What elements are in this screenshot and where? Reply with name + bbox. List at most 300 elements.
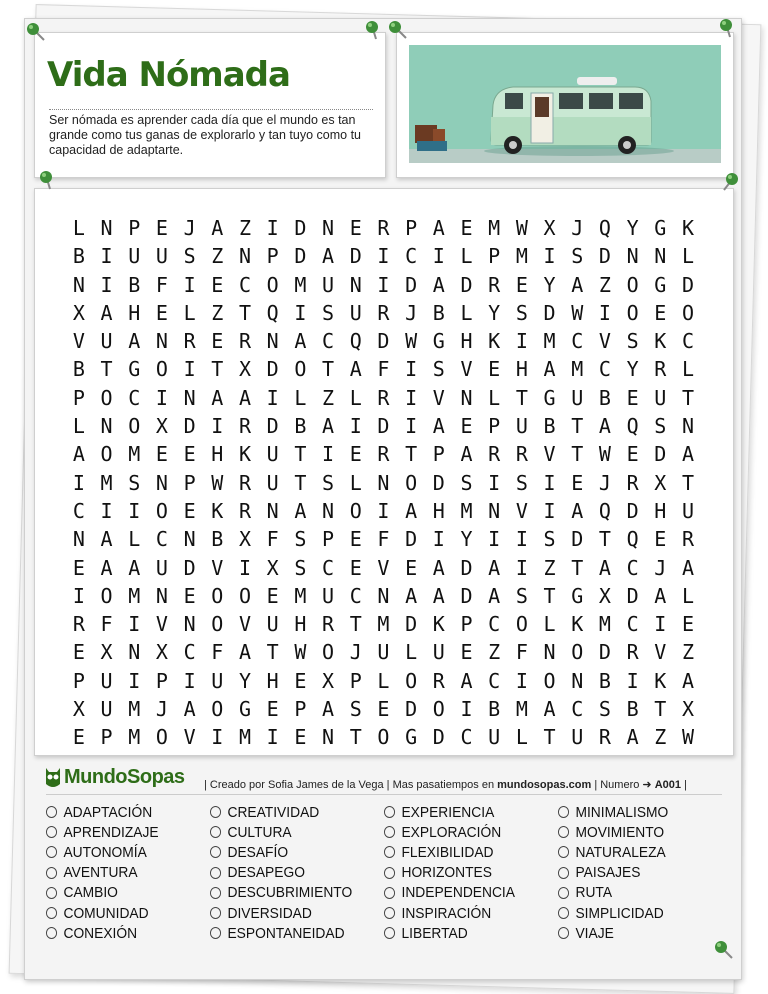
- grid-letter[interactable]: N: [155, 470, 168, 495]
- grid-letter[interactable]: N: [488, 498, 501, 523]
- grid-letter[interactable]: O: [100, 583, 113, 608]
- grid-letter[interactable]: A: [460, 668, 473, 693]
- grid-letter[interactable]: V: [155, 612, 168, 637]
- grid-letter[interactable]: N: [100, 414, 113, 439]
- grid-letter[interactable]: J: [155, 697, 168, 722]
- grid-letter[interactable]: N: [155, 329, 168, 354]
- grid-letter[interactable]: D: [432, 470, 445, 495]
- grid-letter[interactable]: G: [238, 697, 251, 722]
- grid-letter[interactable]: I: [432, 527, 445, 552]
- grid-letter[interactable]: E: [654, 527, 667, 552]
- grid-letter[interactable]: U: [211, 668, 224, 693]
- grid-letter[interactable]: I: [349, 414, 362, 439]
- grid-letter[interactable]: A: [322, 414, 335, 439]
- grid-letter[interactable]: C: [626, 612, 639, 637]
- grid-letter[interactable]: R: [377, 300, 390, 325]
- grid-letter[interactable]: T: [681, 385, 694, 410]
- grid-letter[interactable]: N: [654, 244, 667, 269]
- grid-letter[interactable]: I: [515, 329, 528, 354]
- grid-letter[interactable]: U: [266, 612, 279, 637]
- word-list-item[interactable]: [558, 863, 668, 883]
- grid-letter[interactable]: A: [598, 555, 611, 580]
- word-list-item[interactable]: [384, 842, 515, 862]
- grid-letter[interactable]: M: [128, 725, 141, 750]
- grid-letter[interactable]: I: [405, 385, 418, 410]
- grid-letter[interactable]: Z: [238, 216, 251, 240]
- grid-letter[interactable]: N: [460, 385, 473, 410]
- grid-letter[interactable]: P: [405, 216, 418, 240]
- checkbox-circle-icon[interactable]: [46, 887, 57, 899]
- word-list-item[interactable]: [384, 863, 515, 883]
- grid-letter[interactable]: A: [488, 555, 501, 580]
- grid-letter[interactable]: B: [432, 300, 445, 325]
- grid-letter[interactable]: U: [681, 498, 694, 523]
- grid-letter[interactable]: D: [626, 498, 639, 523]
- word-list-item[interactable]: [46, 842, 159, 862]
- grid-letter[interactable]: U: [349, 300, 362, 325]
- grid-letter[interactable]: A: [238, 640, 251, 665]
- grid-letter[interactable]: P: [266, 244, 279, 269]
- grid-letter[interactable]: A: [294, 498, 307, 523]
- grid-letter[interactable]: O: [155, 357, 168, 382]
- grid-letter[interactable]: T: [100, 357, 113, 382]
- checkbox-circle-icon[interactable]: [46, 826, 57, 838]
- word-list-item[interactable]: [210, 903, 352, 923]
- grid-letter[interactable]: S: [543, 527, 556, 552]
- word-list-item[interactable]: [46, 903, 159, 923]
- grid-letter[interactable]: E: [460, 414, 473, 439]
- grid-letter[interactable]: M: [100, 470, 113, 495]
- grid-letter[interactable]: C: [598, 357, 611, 382]
- grid-letter[interactable]: M: [488, 216, 501, 240]
- grid-letter[interactable]: N: [626, 244, 639, 269]
- grid-letter[interactable]: I: [266, 385, 279, 410]
- grid-letter[interactable]: Z: [654, 725, 667, 750]
- grid-letter[interactable]: L: [515, 725, 528, 750]
- grid-letter[interactable]: I: [515, 555, 528, 580]
- grid-letter[interactable]: N: [681, 414, 694, 439]
- grid-letter[interactable]: F: [155, 272, 168, 297]
- grid-letter[interactable]: A: [322, 697, 335, 722]
- grid-letter[interactable]: T: [211, 357, 224, 382]
- grid-letter[interactable]: F: [377, 527, 390, 552]
- grid-letter[interactable]: O: [266, 272, 279, 297]
- grid-letter[interactable]: R: [238, 498, 251, 523]
- grid-letter[interactable]: X: [100, 640, 113, 665]
- grid-letter[interactable]: I: [128, 668, 141, 693]
- grid-letter[interactable]: A: [460, 442, 473, 467]
- word-list-item[interactable]: [210, 923, 352, 943]
- grid-letter[interactable]: U: [266, 470, 279, 495]
- grid-letter[interactable]: O: [238, 583, 251, 608]
- grid-letter[interactable]: C: [488, 612, 501, 637]
- checkbox-circle-icon[interactable]: [384, 907, 395, 919]
- grid-letter[interactable]: L: [681, 583, 694, 608]
- grid-letter[interactable]: T: [543, 583, 556, 608]
- grid-letter[interactable]: M: [460, 498, 473, 523]
- grid-letter[interactable]: P: [128, 216, 141, 240]
- grid-letter[interactable]: G: [432, 329, 445, 354]
- grid-letter[interactable]: N: [571, 668, 584, 693]
- grid-letter[interactable]: A: [432, 555, 445, 580]
- grid-letter[interactable]: I: [515, 527, 528, 552]
- grid-letter[interactable]: A: [681, 668, 694, 693]
- grid-letter[interactable]: D: [654, 442, 667, 467]
- grid-letter[interactable]: O: [100, 385, 113, 410]
- grid-letter[interactable]: H: [211, 442, 224, 467]
- word-list-item[interactable]: [558, 842, 668, 862]
- grid-letter[interactable]: O: [377, 725, 390, 750]
- grid-letter[interactable]: O: [211, 612, 224, 637]
- checkbox-circle-icon[interactable]: [210, 867, 221, 879]
- grid-letter[interactable]: I: [100, 272, 113, 297]
- checkbox-circle-icon[interactable]: [384, 887, 395, 899]
- grid-letter[interactable]: E: [626, 442, 639, 467]
- grid-letter[interactable]: V: [515, 498, 528, 523]
- grid-letter[interactable]: V: [543, 442, 556, 467]
- grid-letter[interactable]: E: [155, 442, 168, 467]
- grid-letter[interactable]: U: [100, 668, 113, 693]
- word-list-item[interactable]: [210, 842, 352, 862]
- grid-letter[interactable]: S: [598, 697, 611, 722]
- grid-letter[interactable]: L: [681, 244, 694, 269]
- grid-letter[interactable]: C: [460, 725, 473, 750]
- grid-letter[interactable]: I: [72, 583, 85, 608]
- grid-letter[interactable]: E: [349, 527, 362, 552]
- grid-letter[interactable]: J: [598, 470, 611, 495]
- grid-letter[interactable]: I: [266, 725, 279, 750]
- grid-letter[interactable]: L: [128, 527, 141, 552]
- grid-letter[interactable]: N: [349, 272, 362, 297]
- grid-letter[interactable]: T: [294, 442, 307, 467]
- grid-letter[interactable]: L: [460, 244, 473, 269]
- grid-letter[interactable]: E: [266, 583, 279, 608]
- grid-letter[interactable]: E: [377, 697, 390, 722]
- grid-letter[interactable]: F: [211, 640, 224, 665]
- grid-letter[interactable]: L: [681, 357, 694, 382]
- grid-letter[interactable]: E: [681, 612, 694, 637]
- grid-letter[interactable]: E: [266, 697, 279, 722]
- grid-letter[interactable]: X: [322, 668, 335, 693]
- word-list-item[interactable]: [210, 863, 352, 883]
- grid-letter[interactable]: A: [349, 357, 362, 382]
- grid-letter[interactable]: R: [72, 612, 85, 637]
- grid-letter[interactable]: H: [128, 300, 141, 325]
- grid-letter[interactable]: M: [128, 697, 141, 722]
- grid-letter[interactable]: H: [460, 329, 473, 354]
- grid-letter[interactable]: Q: [598, 498, 611, 523]
- checkbox-circle-icon[interactable]: [46, 907, 57, 919]
- grid-letter[interactable]: V: [432, 385, 445, 410]
- grid-letter[interactable]: U: [488, 725, 501, 750]
- grid-letter[interactable]: E: [155, 216, 168, 240]
- word-list-item[interactable]: [210, 802, 352, 822]
- grid-letter[interactable]: G: [128, 357, 141, 382]
- grid-letter[interactable]: W: [405, 329, 418, 354]
- grid-letter[interactable]: O: [543, 668, 556, 693]
- grid-letter[interactable]: O: [405, 668, 418, 693]
- grid-letter[interactable]: J: [405, 300, 418, 325]
- grid-letter[interactable]: P: [100, 725, 113, 750]
- word-list-item[interactable]: [384, 802, 515, 822]
- grid-letter[interactable]: I: [322, 442, 335, 467]
- word-list-item[interactable]: [558, 903, 668, 923]
- grid-letter[interactable]: O: [405, 470, 418, 495]
- grid-letter[interactable]: V: [211, 555, 224, 580]
- grid-letter[interactable]: I: [488, 527, 501, 552]
- grid-letter[interactable]: J: [654, 555, 667, 580]
- grid-letter[interactable]: S: [322, 470, 335, 495]
- word-list-item[interactable]: [384, 883, 515, 903]
- grid-letter[interactable]: A: [294, 329, 307, 354]
- grid-letter[interactable]: V: [72, 329, 85, 354]
- grid-letter[interactable]: G: [571, 583, 584, 608]
- grid-letter[interactable]: T: [405, 442, 418, 467]
- grid-letter[interactable]: K: [654, 668, 667, 693]
- grid-letter[interactable]: Z: [488, 640, 501, 665]
- grid-letter[interactable]: K: [238, 442, 251, 467]
- grid-letter[interactable]: R: [377, 216, 390, 240]
- grid-letter[interactable]: X: [155, 414, 168, 439]
- grid-letter[interactable]: H: [654, 498, 667, 523]
- grid-letter[interactable]: A: [543, 357, 556, 382]
- grid-letter[interactable]: I: [128, 498, 141, 523]
- grid-letter[interactable]: D: [266, 414, 279, 439]
- grid-letter[interactable]: I: [100, 244, 113, 269]
- grid-letter[interactable]: M: [377, 612, 390, 637]
- grid-letter[interactable]: A: [183, 697, 196, 722]
- checkbox-circle-icon[interactable]: [384, 846, 395, 858]
- grid-letter[interactable]: S: [294, 555, 307, 580]
- checkbox-circle-icon[interactable]: [46, 806, 57, 818]
- grid-letter[interactable]: I: [183, 668, 196, 693]
- grid-letter[interactable]: B: [598, 385, 611, 410]
- word-list-item[interactable]: [384, 903, 515, 923]
- word-list-item[interactable]: [46, 923, 159, 943]
- grid-letter[interactable]: T: [294, 470, 307, 495]
- grid-letter[interactable]: D: [405, 612, 418, 637]
- grid-letter[interactable]: R: [515, 442, 528, 467]
- grid-letter[interactable]: R: [598, 725, 611, 750]
- grid-letter[interactable]: D: [349, 244, 362, 269]
- grid-letter[interactable]: U: [377, 640, 390, 665]
- grid-letter[interactable]: E: [294, 668, 307, 693]
- grid-letter[interactable]: D: [266, 357, 279, 382]
- grid-letter[interactable]: L: [349, 385, 362, 410]
- checkbox-circle-icon[interactable]: [384, 806, 395, 818]
- grid-letter[interactable]: E: [626, 385, 639, 410]
- grid-letter[interactable]: A: [128, 555, 141, 580]
- grid-letter[interactable]: A: [100, 300, 113, 325]
- grid-letter[interactable]: K: [432, 612, 445, 637]
- grid-letter[interactable]: L: [72, 414, 85, 439]
- grid-letter[interactable]: I: [654, 612, 667, 637]
- grid-letter[interactable]: A: [681, 442, 694, 467]
- grid-letter[interactable]: B: [72, 357, 85, 382]
- grid-letter[interactable]: T: [654, 697, 667, 722]
- grid-letter[interactable]: C: [322, 555, 335, 580]
- grid-letter[interactable]: A: [238, 385, 251, 410]
- grid-letter[interactable]: A: [432, 583, 445, 608]
- grid-letter[interactable]: I: [488, 470, 501, 495]
- grid-letter[interactable]: R: [322, 612, 335, 637]
- grid-letter[interactable]: L: [294, 385, 307, 410]
- grid-letter[interactable]: A: [432, 414, 445, 439]
- checkbox-circle-icon[interactable]: [46, 846, 57, 858]
- grid-letter[interactable]: E: [405, 555, 418, 580]
- grid-letter[interactable]: R: [238, 414, 251, 439]
- grid-letter[interactable]: L: [72, 216, 85, 240]
- grid-letter[interactable]: L: [377, 668, 390, 693]
- grid-letter[interactable]: I: [377, 498, 390, 523]
- grid-letter[interactable]: P: [72, 668, 85, 693]
- grid-letter[interactable]: I: [294, 300, 307, 325]
- grid-letter[interactable]: R: [238, 329, 251, 354]
- grid-letter[interactable]: T: [349, 725, 362, 750]
- word-list-item[interactable]: [558, 802, 668, 822]
- checkbox-circle-icon[interactable]: [46, 867, 57, 879]
- grid-letter[interactable]: N: [183, 527, 196, 552]
- grid-letter[interactable]: O: [128, 414, 141, 439]
- word-list-item[interactable]: [558, 923, 668, 943]
- grid-letter[interactable]: X: [155, 640, 168, 665]
- grid-letter[interactable]: C: [238, 272, 251, 297]
- grid-letter[interactable]: I: [405, 414, 418, 439]
- grid-letter[interactable]: T: [349, 612, 362, 637]
- grid-letter[interactable]: T: [266, 640, 279, 665]
- grid-letter[interactable]: M: [238, 725, 251, 750]
- grid-letter[interactable]: I: [377, 244, 390, 269]
- word-list-item[interactable]: [384, 923, 515, 943]
- grid-letter[interactable]: S: [515, 470, 528, 495]
- grid-letter[interactable]: Z: [598, 272, 611, 297]
- grid-letter[interactable]: N: [72, 527, 85, 552]
- grid-letter[interactable]: H: [266, 668, 279, 693]
- grid-letter[interactable]: K: [488, 329, 501, 354]
- checkbox-circle-icon[interactable]: [210, 826, 221, 838]
- grid-letter[interactable]: A: [405, 498, 418, 523]
- grid-letter[interactable]: I: [543, 244, 556, 269]
- grid-letter[interactable]: V: [460, 357, 473, 382]
- grid-letter[interactable]: C: [128, 385, 141, 410]
- grid-letter[interactable]: E: [183, 498, 196, 523]
- grid-letter[interactable]: O: [322, 640, 335, 665]
- grid-letter[interactable]: P: [183, 470, 196, 495]
- grid-letter[interactable]: O: [100, 442, 113, 467]
- grid-letter[interactable]: A: [100, 555, 113, 580]
- grid-letter[interactable]: Q: [626, 527, 639, 552]
- grid-letter[interactable]: S: [654, 414, 667, 439]
- grid-letter[interactable]: R: [238, 470, 251, 495]
- grid-letter[interactable]: I: [211, 725, 224, 750]
- grid-letter[interactable]: A: [571, 498, 584, 523]
- grid-letter[interactable]: Y: [626, 357, 639, 382]
- grid-letter[interactable]: E: [294, 725, 307, 750]
- grid-letter[interactable]: I: [626, 668, 639, 693]
- grid-letter[interactable]: U: [515, 414, 528, 439]
- grid-letter[interactable]: N: [322, 498, 335, 523]
- grid-letter[interactable]: R: [626, 470, 639, 495]
- grid-letter[interactable]: I: [100, 498, 113, 523]
- grid-letter[interactable]: U: [266, 442, 279, 467]
- grid-letter[interactable]: U: [100, 697, 113, 722]
- grid-letter[interactable]: S: [322, 300, 335, 325]
- grid-letter[interactable]: U: [155, 555, 168, 580]
- grid-letter[interactable]: L: [349, 470, 362, 495]
- grid-letter[interactable]: D: [294, 244, 307, 269]
- grid-letter[interactable]: A: [211, 216, 224, 240]
- grid-letter[interactable]: N: [543, 640, 556, 665]
- grid-letter[interactable]: S: [349, 697, 362, 722]
- grid-letter[interactable]: C: [681, 329, 694, 354]
- grid-letter[interactable]: K: [654, 329, 667, 354]
- grid-letter[interactable]: S: [571, 244, 584, 269]
- grid-letter[interactable]: O: [626, 272, 639, 297]
- grid-letter[interactable]: B: [626, 697, 639, 722]
- grid-letter[interactable]: D: [460, 272, 473, 297]
- grid-letter[interactable]: C: [183, 640, 196, 665]
- word-list-item[interactable]: [46, 863, 159, 883]
- grid-letter[interactable]: V: [183, 725, 196, 750]
- grid-letter[interactable]: N: [266, 329, 279, 354]
- grid-letter[interactable]: N: [128, 640, 141, 665]
- grid-letter[interactable]: D: [183, 555, 196, 580]
- grid-letter[interactable]: O: [211, 583, 224, 608]
- grid-letter[interactable]: M: [515, 697, 528, 722]
- grid-letter[interactable]: E: [460, 640, 473, 665]
- grid-letter[interactable]: D: [571, 527, 584, 552]
- grid-letter[interactable]: C: [405, 244, 418, 269]
- grid-letter[interactable]: D: [598, 244, 611, 269]
- grid-letter[interactable]: E: [571, 470, 584, 495]
- checkbox-circle-icon[interactable]: [384, 927, 395, 939]
- grid-letter[interactable]: D: [460, 583, 473, 608]
- grid-letter[interactable]: G: [543, 385, 556, 410]
- grid-letter[interactable]: M: [128, 442, 141, 467]
- grid-letter[interactable]: Z: [211, 244, 224, 269]
- grid-letter[interactable]: D: [377, 414, 390, 439]
- grid-letter[interactable]: D: [405, 697, 418, 722]
- grid-letter[interactable]: R: [654, 357, 667, 382]
- grid-letter[interactable]: R: [681, 527, 694, 552]
- grid-letter[interactable]: F: [100, 612, 113, 637]
- grid-letter[interactable]: M: [515, 244, 528, 269]
- grid-letter[interactable]: D: [294, 216, 307, 240]
- grid-letter[interactable]: P: [432, 442, 445, 467]
- grid-letter[interactable]: S: [128, 470, 141, 495]
- grid-letter[interactable]: W: [515, 216, 528, 240]
- grid-letter[interactable]: U: [322, 272, 335, 297]
- grid-letter[interactable]: A: [681, 555, 694, 580]
- grid-letter[interactable]: I: [598, 300, 611, 325]
- grid-letter[interactable]: O: [155, 498, 168, 523]
- grid-letter[interactable]: U: [155, 244, 168, 269]
- grid-letter[interactable]: X: [266, 555, 279, 580]
- grid-letter[interactable]: X: [598, 583, 611, 608]
- grid-letter[interactable]: A: [543, 697, 556, 722]
- grid-letter[interactable]: M: [571, 357, 584, 382]
- grid-letter[interactable]: D: [432, 725, 445, 750]
- grid-letter[interactable]: Q: [349, 329, 362, 354]
- grid-letter[interactable]: U: [128, 244, 141, 269]
- checkbox-circle-icon[interactable]: [558, 826, 569, 838]
- grid-letter[interactable]: I: [183, 357, 196, 382]
- grid-letter[interactable]: S: [432, 357, 445, 382]
- grid-letter[interactable]: Z: [322, 385, 335, 410]
- checkbox-circle-icon[interactable]: [384, 867, 395, 879]
- grid-letter[interactable]: R: [183, 329, 196, 354]
- grid-letter[interactable]: Y: [238, 668, 251, 693]
